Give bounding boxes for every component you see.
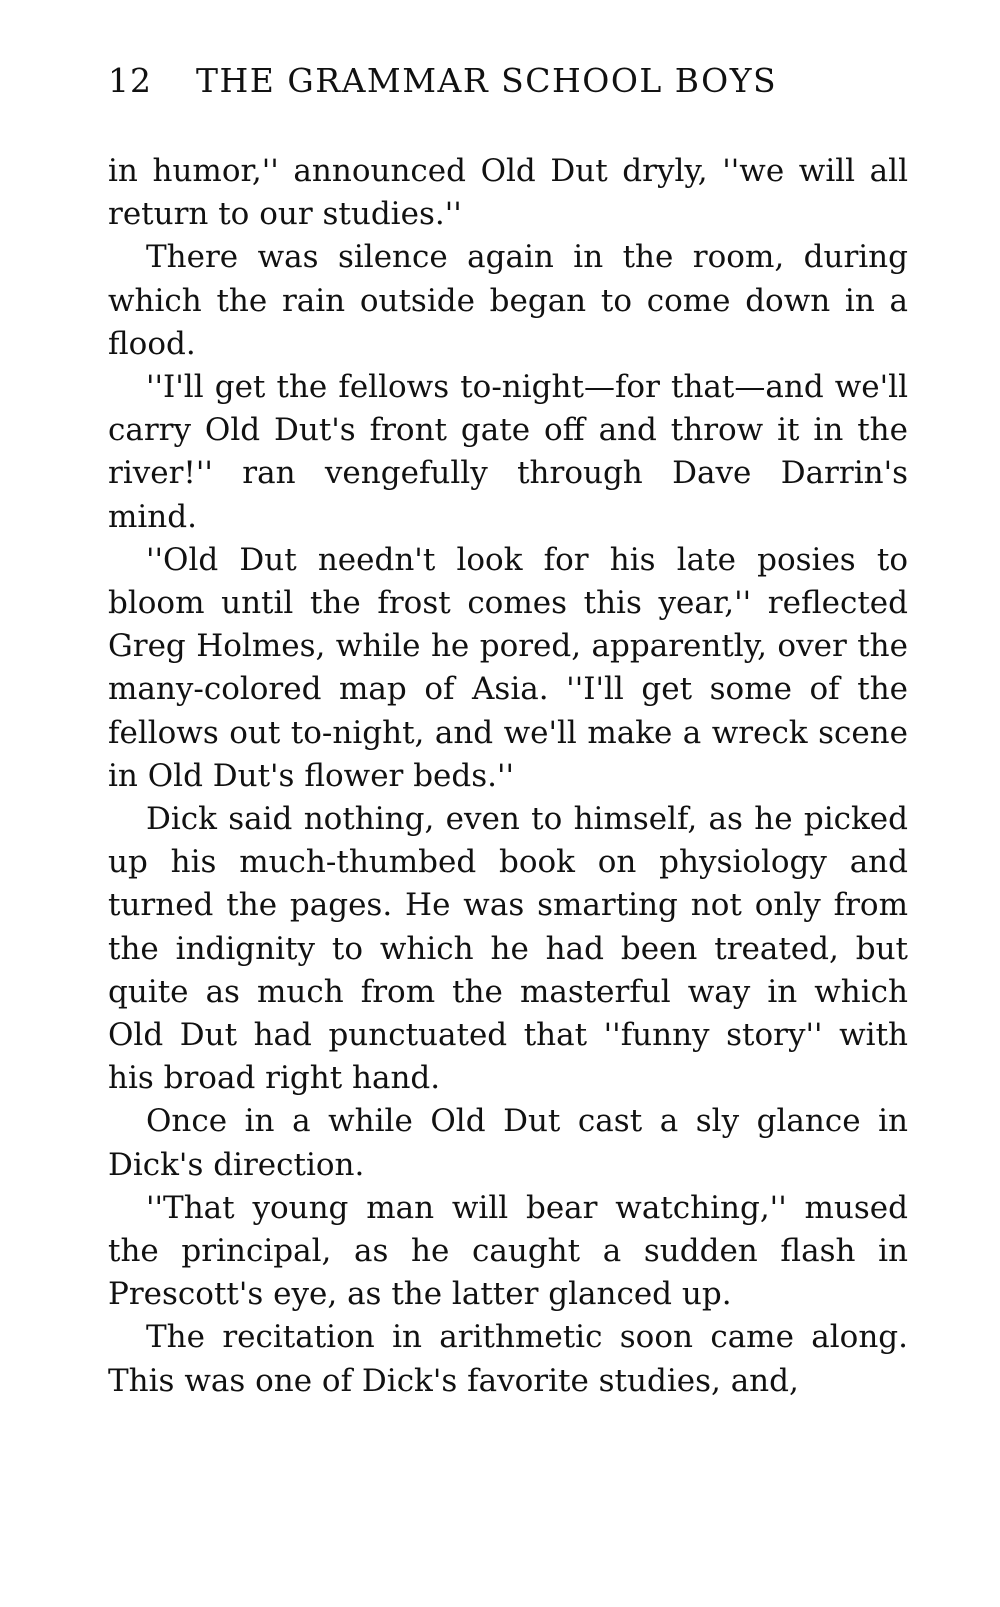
paragraph: in humor,'' announced Old Dut dryly, ''we will all return to our studies.'' — [108, 153, 908, 233]
paragraph: There was silence again in the room, during which the rain outside began to come down in a flood. — [108, 239, 908, 362]
paragraph: Dick said nothing, even to himself, as he picked up his much-thumbed book on physiology and turned the pages. He was smarting not only from the indignity to which he had been treated, but quite as much from the masterful way in which Old Dut had punctuated that ''funny story'' with his broad right hand. — [108, 801, 908, 1097]
body-text — [108, 150, 908, 1403]
paragraph: ''That young man will bear watching,'' mused the principal, as he caught a sudden flash in Prescott's eye, as the latter glanced up. — [108, 1189, 908, 1313]
book-page — [108, 58, 908, 1403]
paragraph: ''I'll get the fellows to-night—for that—and we'll carry Old Dut's front gate off and throw it in the river!'' ran vengefully through Dave Darrin's mind. — [108, 369, 908, 535]
paragraph: The recitation in arithmetic soon came along. This was one of Dick's favorite studies, and, — [108, 1319, 908, 1399]
paragraph: ''Old Dut needn't look for his late posies to bloom until the frost comes this year,'' reflected Greg Holmes, while he pored, apparently, over the many-colored map of Asia. ''I'll get some of the fellows out to-night, and we'll make a wreck scene in Old Dut's flower beds.'' — [108, 541, 908, 794]
book-title: THE GRAMMAR SCHOOL BOYS — [196, 61, 778, 100]
paragraph: Once in a while Old Dut cast a sly glance in Dick's direction. — [108, 1103, 908, 1183]
running-head — [108, 58, 908, 104]
page-number: 12 — [108, 61, 152, 100]
